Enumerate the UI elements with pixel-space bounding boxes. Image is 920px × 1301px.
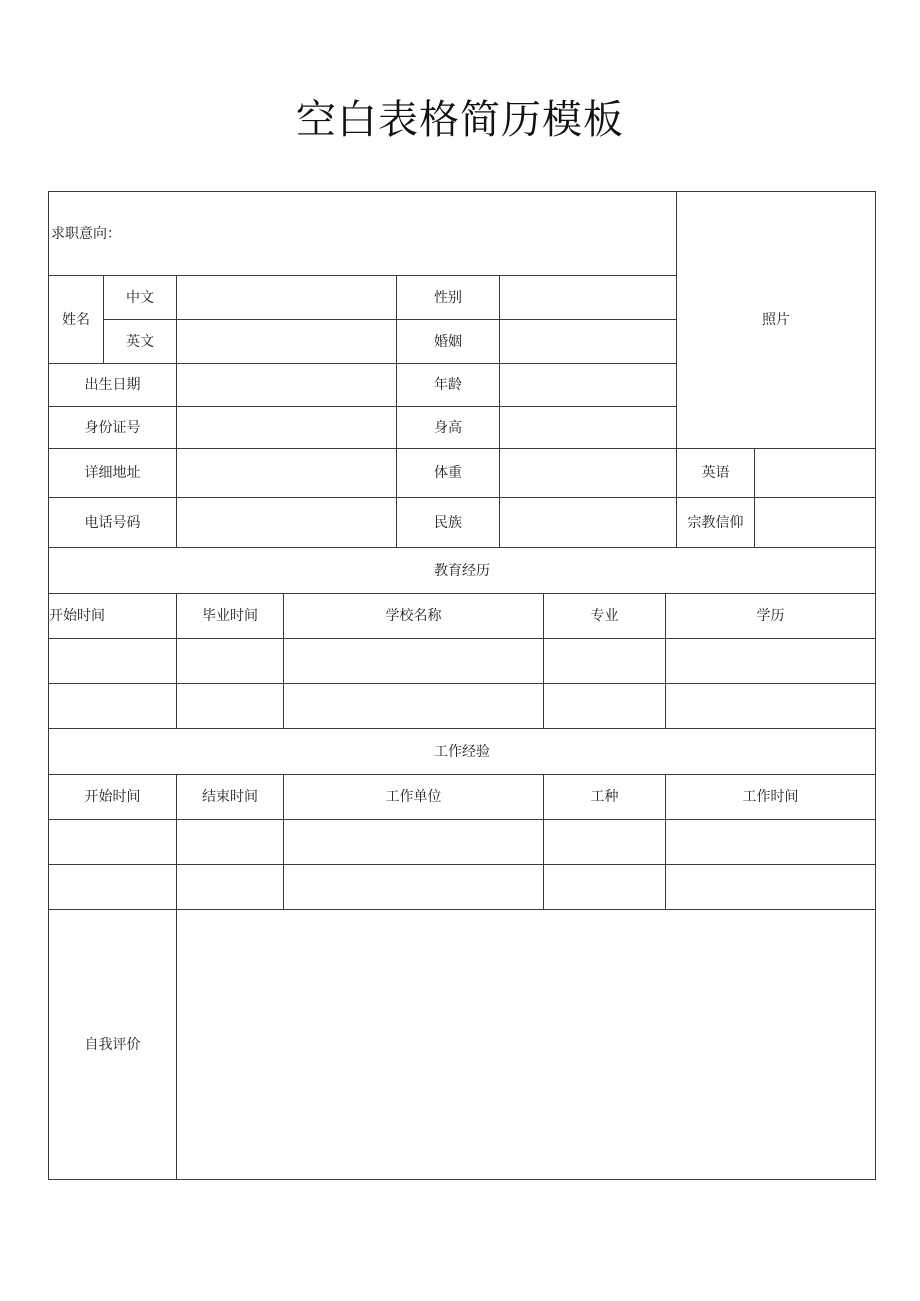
work-col-end: 结束时间	[202, 789, 258, 805]
work-col-start: 开始时间	[84, 789, 141, 805]
edu-col-graduate: 毕业时间	[202, 608, 258, 624]
birthdate-label: 出生日期	[84, 377, 141, 393]
religion-label: 宗教信仰	[687, 514, 744, 531]
age-field[interactable]	[500, 364, 676, 406]
work-col-job-type: 工种	[590, 789, 619, 805]
table-row[interactable]	[49, 865, 875, 909]
job-intent-field[interactable]	[150, 192, 676, 275]
age-label: 年龄	[434, 377, 462, 393]
address-field[interactable]	[177, 449, 396, 497]
marriage-field[interactable]	[500, 320, 676, 363]
edu-col-degree: 学历	[756, 608, 785, 624]
id-number-field[interactable]	[177, 407, 396, 448]
height-label: 身高	[434, 419, 462, 436]
chinese-name-label: 中文	[126, 289, 154, 306]
address-label: 详细地址	[84, 465, 141, 481]
self-evaluation-label: 自我评价	[84, 1036, 141, 1053]
english-name-field[interactable]	[177, 320, 396, 363]
id-number-label: 身份证号	[84, 419, 141, 436]
ethnicity-field[interactable]	[500, 498, 676, 547]
work-col-employer: 工作单位	[385, 789, 442, 805]
table-row[interactable]	[49, 639, 875, 683]
ethnicity-label: 民族	[434, 514, 462, 531]
table-border-right	[875, 191, 876, 1180]
photo-label: 照片	[762, 312, 790, 328]
table-row[interactable]	[49, 684, 875, 728]
page-title: 空白表格简历模板	[296, 97, 624, 143]
edu-col-start: 开始时间	[49, 608, 105, 624]
education-heading: 教育经历	[434, 562, 490, 579]
table-row[interactable]	[49, 820, 875, 864]
work-heading: 工作经验	[434, 743, 490, 760]
self-evaluation-field[interactable]	[177, 910, 875, 1179]
phone-label: 电话号码	[84, 514, 141, 531]
name-label: 姓名	[62, 311, 90, 328]
marriage-label: 婚姻	[434, 333, 462, 350]
edu-col-school: 学校名称	[385, 608, 442, 624]
gender-field[interactable]	[500, 276, 676, 319]
birthdate-field[interactable]	[177, 364, 396, 406]
religion-field[interactable]	[755, 498, 875, 547]
work-col-duration: 工作时间	[742, 789, 799, 805]
edu-col-major: 专业	[590, 608, 619, 624]
height-field[interactable]	[500, 407, 676, 448]
chinese-name-field[interactable]	[177, 276, 396, 319]
english-name-label: 英文	[126, 333, 154, 350]
job-intent-label: 求职意向：	[51, 225, 121, 242]
weight-field[interactable]	[500, 449, 676, 497]
english-level-label: 英语	[701, 465, 730, 481]
english-level-field[interactable]	[755, 449, 875, 497]
phone-field[interactable]	[177, 498, 396, 547]
table-border-bottom	[48, 1179, 876, 1180]
gender-label: 性别	[434, 289, 462, 306]
weight-label: 体重	[434, 465, 462, 481]
